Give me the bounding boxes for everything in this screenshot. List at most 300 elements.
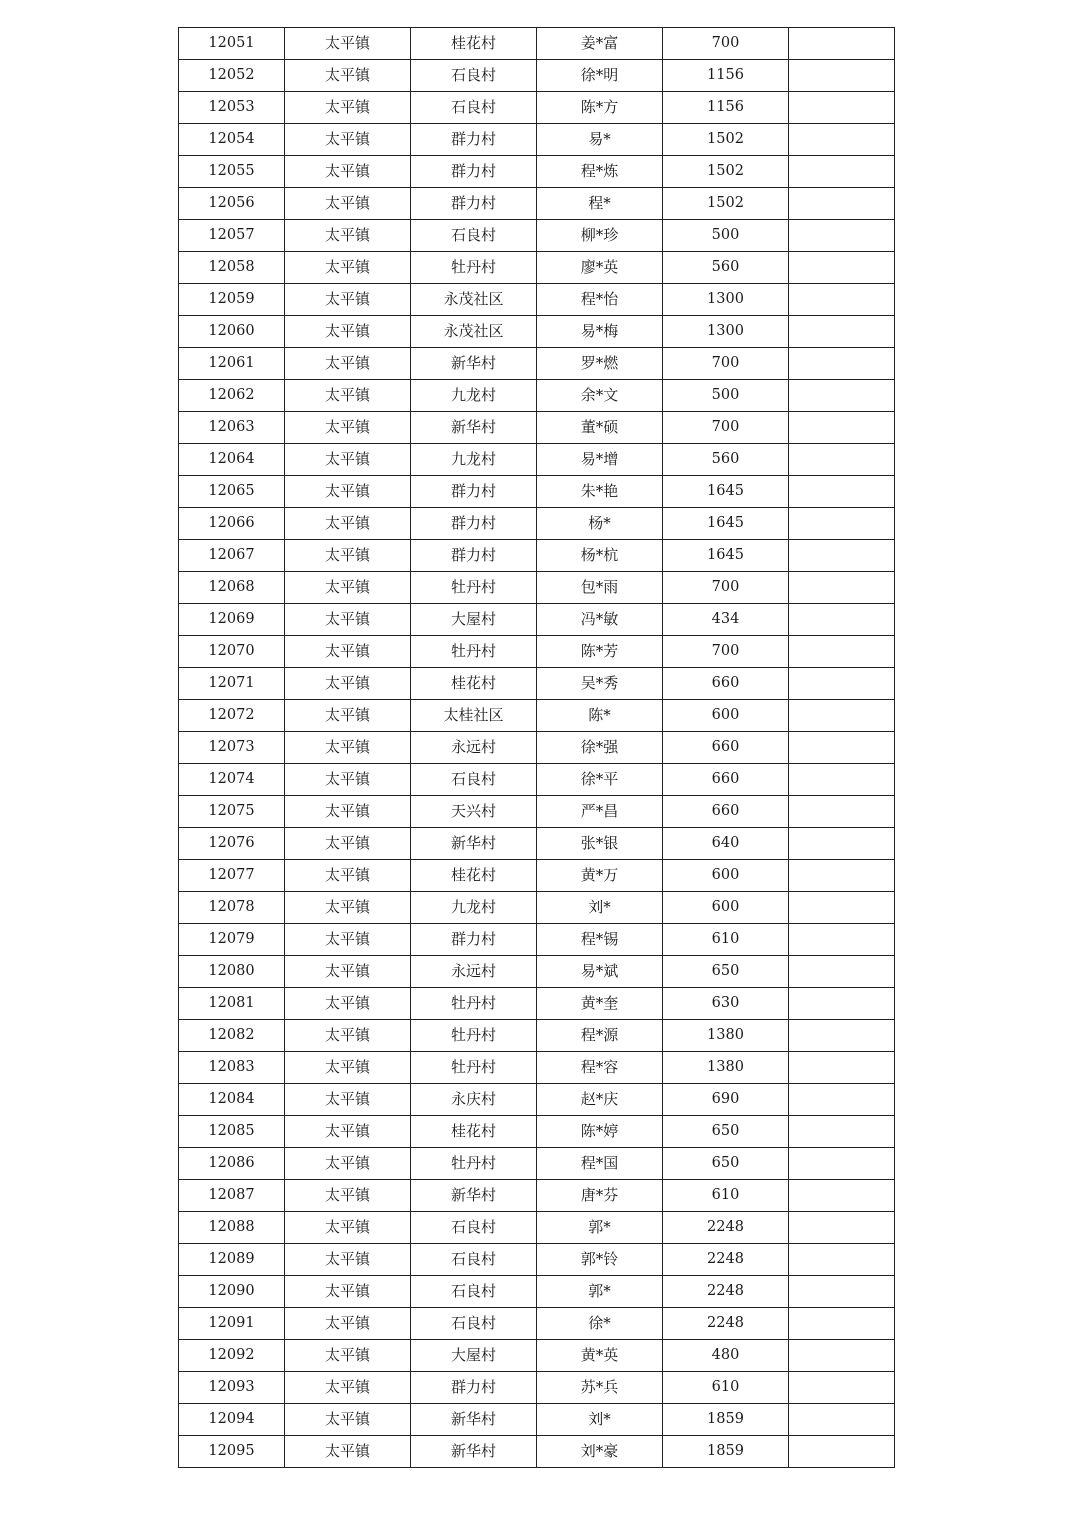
remark-cell [789,1148,895,1180]
village-cell: 牡丹村 [411,1020,537,1052]
table-row [179,1148,895,1180]
serial-number-cell: 12084 [179,1084,285,1116]
remark-cell [789,92,895,124]
serial-number-cell: 12051 [179,28,285,60]
table-row [179,1180,895,1212]
remark-cell [789,1084,895,1116]
town-cell: 太平镇 [285,988,411,1020]
table-row [179,508,895,540]
amount-cell: 700 [663,28,789,60]
serial-number-cell: 12095 [179,1436,285,1468]
name-cell: 冯*敏 [537,604,663,636]
remark-cell [789,1372,895,1404]
name-cell: 刘*豪 [537,1436,663,1468]
town-cell: 太平镇 [285,668,411,700]
amount-cell: 700 [663,348,789,380]
village-cell: 群力村 [411,508,537,540]
remark-cell [789,732,895,764]
village-cell: 牡丹村 [411,988,537,1020]
remark-cell [789,508,895,540]
table-row [179,412,895,444]
table-row [179,1340,895,1372]
amount-cell: 560 [663,252,789,284]
serial-number-cell: 12076 [179,828,285,860]
town-cell: 太平镇 [285,476,411,508]
table-row [179,796,895,828]
town-cell: 太平镇 [285,892,411,924]
serial-number-cell: 12069 [179,604,285,636]
town-cell: 太平镇 [285,220,411,252]
serial-number-cell: 12090 [179,1276,285,1308]
serial-number-cell: 12061 [179,348,285,380]
name-cell: 程*国 [537,1148,663,1180]
remark-cell [789,156,895,188]
name-cell: 唐*芬 [537,1180,663,1212]
village-cell: 九龙村 [411,380,537,412]
name-cell: 徐*平 [537,764,663,796]
serial-number-cell: 12052 [179,60,285,92]
village-cell: 石良村 [411,1244,537,1276]
remark-cell [789,1052,895,1084]
serial-number-cell: 12089 [179,1244,285,1276]
serial-number-cell: 12053 [179,92,285,124]
remark-cell [789,28,895,60]
remark-cell [789,1020,895,1052]
town-cell: 太平镇 [285,284,411,316]
town-cell: 太平镇 [285,28,411,60]
village-cell: 群力村 [411,924,537,956]
name-cell: 陈* [537,700,663,732]
table-row [179,380,895,412]
town-cell: 太平镇 [285,188,411,220]
remark-cell [789,316,895,348]
table-row [179,156,895,188]
table-row [179,988,895,1020]
table-row [179,764,895,796]
amount-cell: 1156 [663,92,789,124]
name-cell: 柳*珍 [537,220,663,252]
amount-cell: 660 [663,796,789,828]
table-row [179,284,895,316]
village-cell: 新华村 [411,1436,537,1468]
table-row [179,252,895,284]
town-cell: 太平镇 [285,636,411,668]
village-cell: 桂花村 [411,28,537,60]
serial-number-cell: 12071 [179,668,285,700]
village-cell: 群力村 [411,1372,537,1404]
village-cell: 永远村 [411,956,537,988]
remark-cell [789,636,895,668]
name-cell: 余*文 [537,380,663,412]
serial-number-cell: 12055 [179,156,285,188]
village-cell: 新华村 [411,828,537,860]
document-table-container [178,27,895,1468]
remark-cell [789,380,895,412]
serial-number-cell: 12058 [179,252,285,284]
amount-cell: 1300 [663,316,789,348]
village-cell: 桂花村 [411,1116,537,1148]
remark-cell [789,572,895,604]
town-cell: 太平镇 [285,1340,411,1372]
serial-number-cell: 12068 [179,572,285,604]
town-cell: 太平镇 [285,828,411,860]
amount-cell: 660 [663,732,789,764]
name-cell: 郭* [537,1212,663,1244]
table-row [179,892,895,924]
amount-cell: 1645 [663,540,789,572]
table-row [179,348,895,380]
serial-number-cell: 12079 [179,924,285,956]
serial-number-cell: 12063 [179,412,285,444]
table-row [179,636,895,668]
amount-cell: 610 [663,1372,789,1404]
village-cell: 新华村 [411,1180,537,1212]
remark-cell [789,220,895,252]
name-cell: 刘* [537,1404,663,1436]
serial-number-cell: 12085 [179,1116,285,1148]
serial-number-cell: 12088 [179,1212,285,1244]
name-cell: 廖*英 [537,252,663,284]
amount-cell: 700 [663,636,789,668]
town-cell: 太平镇 [285,956,411,988]
table-row [179,1244,895,1276]
town-cell: 太平镇 [285,508,411,540]
name-cell: 郭*铃 [537,1244,663,1276]
name-cell: 黄*英 [537,1340,663,1372]
remark-cell [789,188,895,220]
remark-cell [789,988,895,1020]
amount-cell: 1380 [663,1020,789,1052]
table-row [179,604,895,636]
amount-cell: 560 [663,444,789,476]
village-cell: 牡丹村 [411,572,537,604]
remark-cell [789,1180,895,1212]
town-cell: 太平镇 [285,1372,411,1404]
amount-cell: 500 [663,220,789,252]
serial-number-cell: 12086 [179,1148,285,1180]
name-cell: 徐*强 [537,732,663,764]
village-cell: 永茂社区 [411,316,537,348]
name-cell: 黄*万 [537,860,663,892]
name-cell: 朱*艳 [537,476,663,508]
name-cell: 杨*杭 [537,540,663,572]
village-cell: 石良村 [411,220,537,252]
village-cell: 牡丹村 [411,1148,537,1180]
village-cell: 永庆村 [411,1084,537,1116]
serial-number-cell: 12078 [179,892,285,924]
table-row [179,220,895,252]
name-cell: 易*增 [537,444,663,476]
town-cell: 太平镇 [285,348,411,380]
serial-number-cell: 12057 [179,220,285,252]
village-cell: 天兴村 [411,796,537,828]
table-body [179,28,895,1468]
serial-number-cell: 12087 [179,1180,285,1212]
serial-number-cell: 12067 [179,540,285,572]
remark-cell [789,924,895,956]
name-cell: 陈*方 [537,92,663,124]
data-table [178,27,895,1468]
amount-cell: 1156 [663,60,789,92]
serial-number-cell: 12054 [179,124,285,156]
amount-cell: 600 [663,892,789,924]
remark-cell [789,412,895,444]
serial-number-cell: 12066 [179,508,285,540]
serial-number-cell: 12062 [179,380,285,412]
table-row [179,444,895,476]
serial-number-cell: 12080 [179,956,285,988]
name-cell: 董*硕 [537,412,663,444]
table-row [179,668,895,700]
village-cell: 石良村 [411,60,537,92]
remark-cell [789,956,895,988]
amount-cell: 610 [663,924,789,956]
amount-cell: 650 [663,1116,789,1148]
amount-cell: 1645 [663,508,789,540]
remark-cell [789,860,895,892]
remark-cell [789,1212,895,1244]
amount-cell: 650 [663,1148,789,1180]
amount-cell: 1502 [663,188,789,220]
town-cell: 太平镇 [285,796,411,828]
serial-number-cell: 12074 [179,764,285,796]
town-cell: 太平镇 [285,1212,411,1244]
name-cell: 徐*明 [537,60,663,92]
serial-number-cell: 12073 [179,732,285,764]
remark-cell [789,1404,895,1436]
table-row [179,1212,895,1244]
village-cell: 大屋村 [411,604,537,636]
village-cell: 石良村 [411,92,537,124]
village-cell: 九龙村 [411,892,537,924]
table-row [179,1276,895,1308]
name-cell: 姜*富 [537,28,663,60]
name-cell: 易*梅 [537,316,663,348]
remark-cell [789,668,895,700]
name-cell: 易* [537,124,663,156]
name-cell: 程*锡 [537,924,663,956]
remark-cell [789,284,895,316]
town-cell: 太平镇 [285,860,411,892]
village-cell: 九龙村 [411,444,537,476]
amount-cell: 610 [663,1180,789,1212]
table-row [179,1052,895,1084]
serial-number-cell: 12064 [179,444,285,476]
table-row [179,956,895,988]
town-cell: 太平镇 [285,1276,411,1308]
name-cell: 赵*庆 [537,1084,663,1116]
name-cell: 严*昌 [537,796,663,828]
serial-number-cell: 12081 [179,988,285,1020]
amount-cell: 2248 [663,1308,789,1340]
serial-number-cell: 12060 [179,316,285,348]
town-cell: 太平镇 [285,1116,411,1148]
serial-number-cell: 12082 [179,1020,285,1052]
amount-cell: 2248 [663,1212,789,1244]
serial-number-cell: 12059 [179,284,285,316]
amount-cell: 640 [663,828,789,860]
village-cell: 牡丹村 [411,636,537,668]
name-cell: 吴*秀 [537,668,663,700]
village-cell: 新华村 [411,412,537,444]
town-cell: 太平镇 [285,252,411,284]
table-row [179,476,895,508]
serial-number-cell: 12077 [179,860,285,892]
town-cell: 太平镇 [285,700,411,732]
table-row [179,124,895,156]
table-row [179,828,895,860]
remark-cell [789,124,895,156]
table-row [179,188,895,220]
town-cell: 太平镇 [285,92,411,124]
amount-cell: 660 [663,668,789,700]
village-cell: 群力村 [411,124,537,156]
village-cell: 永远村 [411,732,537,764]
table-row [179,1404,895,1436]
remark-cell [789,348,895,380]
town-cell: 太平镇 [285,1404,411,1436]
village-cell: 石良村 [411,1276,537,1308]
village-cell: 桂花村 [411,860,537,892]
name-cell: 徐* [537,1308,663,1340]
remark-cell [789,892,895,924]
town-cell: 太平镇 [285,156,411,188]
amount-cell: 500 [663,380,789,412]
amount-cell: 700 [663,412,789,444]
table-row [179,60,895,92]
name-cell: 包*雨 [537,572,663,604]
amount-cell: 2248 [663,1244,789,1276]
town-cell: 太平镇 [285,1148,411,1180]
village-cell: 太桂社区 [411,700,537,732]
amount-cell: 650 [663,956,789,988]
table-row [179,1020,895,1052]
village-cell: 群力村 [411,156,537,188]
village-cell: 群力村 [411,540,537,572]
town-cell: 太平镇 [285,732,411,764]
name-cell: 黄*奎 [537,988,663,1020]
name-cell: 易*斌 [537,956,663,988]
remark-cell [789,796,895,828]
town-cell: 太平镇 [285,124,411,156]
village-cell: 石良村 [411,1308,537,1340]
town-cell: 太平镇 [285,1180,411,1212]
remark-cell [789,444,895,476]
serial-number-cell: 12065 [179,476,285,508]
remark-cell [789,1340,895,1372]
serial-number-cell: 12072 [179,700,285,732]
amount-cell: 1859 [663,1404,789,1436]
name-cell: 罗*燃 [537,348,663,380]
town-cell: 太平镇 [285,1436,411,1468]
amount-cell: 2248 [663,1276,789,1308]
name-cell: 苏*兵 [537,1372,663,1404]
town-cell: 太平镇 [285,444,411,476]
name-cell: 陈*芳 [537,636,663,668]
amount-cell: 1300 [663,284,789,316]
name-cell: 陈*婷 [537,1116,663,1148]
remark-cell [789,1436,895,1468]
remark-cell [789,540,895,572]
village-cell: 新华村 [411,1404,537,1436]
village-cell: 石良村 [411,764,537,796]
village-cell: 牡丹村 [411,252,537,284]
village-cell: 永茂社区 [411,284,537,316]
amount-cell: 660 [663,764,789,796]
table-row [179,860,895,892]
town-cell: 太平镇 [285,764,411,796]
table-row [179,572,895,604]
town-cell: 太平镇 [285,604,411,636]
town-cell: 太平镇 [285,540,411,572]
serial-number-cell: 12075 [179,796,285,828]
table-row [179,92,895,124]
table-row [179,1116,895,1148]
remark-cell [789,828,895,860]
amount-cell: 690 [663,1084,789,1116]
remark-cell [789,764,895,796]
table-row [179,1372,895,1404]
name-cell: 程*怡 [537,284,663,316]
serial-number-cell: 12092 [179,1340,285,1372]
amount-cell: 700 [663,572,789,604]
amount-cell: 434 [663,604,789,636]
town-cell: 太平镇 [285,1084,411,1116]
table-row [179,1084,895,1116]
name-cell: 程*炼 [537,156,663,188]
serial-number-cell: 12093 [179,1372,285,1404]
town-cell: 太平镇 [285,412,411,444]
village-cell: 大屋村 [411,1340,537,1372]
town-cell: 太平镇 [285,1020,411,1052]
amount-cell: 480 [663,1340,789,1372]
amount-cell: 1645 [663,476,789,508]
serial-number-cell: 12056 [179,188,285,220]
town-cell: 太平镇 [285,60,411,92]
village-cell: 群力村 [411,188,537,220]
table-row [179,28,895,60]
amount-cell: 1859 [663,1436,789,1468]
table-row [179,540,895,572]
serial-number-cell: 12083 [179,1052,285,1084]
village-cell: 新华村 [411,348,537,380]
remark-cell [789,252,895,284]
table-row [179,1308,895,1340]
remark-cell [789,1308,895,1340]
amount-cell: 600 [663,860,789,892]
remark-cell [789,604,895,636]
town-cell: 太平镇 [285,380,411,412]
amount-cell: 1502 [663,124,789,156]
name-cell: 刘* [537,892,663,924]
name-cell: 郭* [537,1276,663,1308]
village-cell: 群力村 [411,476,537,508]
serial-number-cell: 12094 [179,1404,285,1436]
amount-cell: 1380 [663,1052,789,1084]
name-cell: 程*源 [537,1020,663,1052]
town-cell: 太平镇 [285,572,411,604]
village-cell: 牡丹村 [411,1052,537,1084]
serial-number-cell: 12070 [179,636,285,668]
name-cell: 杨* [537,508,663,540]
table-row [179,700,895,732]
name-cell: 程*容 [537,1052,663,1084]
table-row [179,924,895,956]
town-cell: 太平镇 [285,924,411,956]
remark-cell [789,60,895,92]
table-row [179,732,895,764]
name-cell: 张*银 [537,828,663,860]
